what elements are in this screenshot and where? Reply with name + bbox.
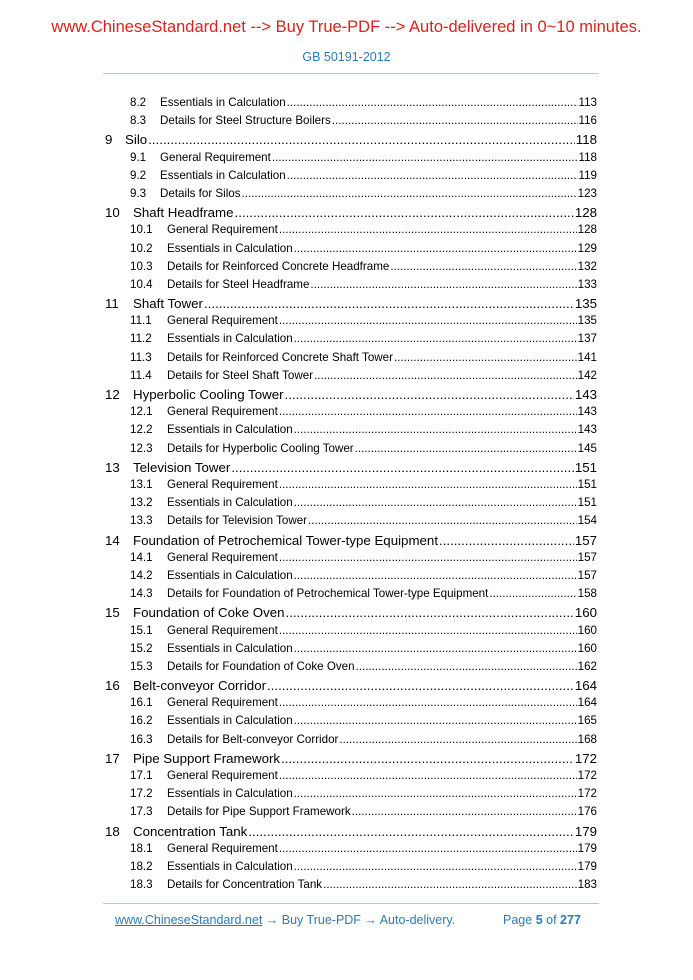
dot-leader (281, 751, 574, 766)
toc-title: Essentials in Calculation (167, 568, 293, 582)
toc-page-number: 151 (577, 477, 597, 491)
footer-promo (115, 913, 455, 927)
dot-leader (148, 132, 575, 147)
toc-number: 8.2 (130, 96, 147, 109)
dot-leader (279, 314, 577, 327)
dot-leader (310, 278, 576, 291)
toc-section[interactable] (130, 642, 597, 655)
toc-title: Details for Foundation of Petrochemical Tower-type Equipment (167, 587, 489, 601)
toc-page-number: 123 (577, 186, 597, 200)
toc-section[interactable] (130, 242, 597, 255)
toc-title: Details for Concentration Tank (167, 878, 323, 892)
toc-number: 11.2 (130, 332, 152, 346)
toc-number: 18.1 (130, 841, 153, 855)
toc-page-number: 113 (578, 96, 597, 109)
toc-chapter[interactable] (105, 678, 597, 693)
toc-title: Details for Foundation of Coke Oven (167, 659, 355, 673)
toc-number: 10.2 (130, 241, 153, 255)
toc-page-number: 172 (577, 787, 597, 801)
current-page: 5 (535, 913, 543, 927)
toc-number: 18 (105, 823, 120, 839)
toc-title: General Requirement (167, 477, 278, 491)
dot-leader (294, 714, 577, 727)
toc-title: Details for Steel Headframe (167, 277, 310, 291)
toc-number: 11.4 (130, 368, 152, 382)
toc-chapter[interactable] (105, 132, 597, 147)
toc-title: Shaft Tower (133, 296, 203, 312)
toc-section[interactable] (130, 514, 597, 527)
toc-section[interactable] (130, 769, 597, 782)
footer-link[interactable]: www.ChineseStandard.net (115, 913, 263, 927)
toc-number: 15.2 (130, 641, 153, 655)
toc-title: General Requirement (167, 405, 278, 419)
toc-section[interactable] (130, 714, 597, 727)
toc-chapter[interactable] (105, 605, 597, 620)
toc-title: Silo (125, 132, 148, 148)
toc-title: Details for Reinforced Concrete Headframe (167, 259, 390, 273)
toc-number: 16.3 (130, 732, 153, 746)
toc-title: Essentials in Calculation (160, 96, 286, 109)
toc-title: Essentials in Calculation (160, 168, 286, 182)
toc-title: General Requirement (167, 696, 278, 710)
toc-chapter[interactable] (105, 460, 597, 475)
dot-leader (279, 551, 577, 564)
toc-title: Hyperbolic Cooling Tower (133, 387, 284, 403)
toc-title: Essentials in Calculation (167, 241, 293, 255)
dot-leader (279, 769, 577, 782)
toc-number: 9 (105, 132, 113, 148)
toc-number: 14 (105, 532, 120, 548)
toc-number: 13 (105, 459, 120, 475)
toc-number: 10.3 (130, 259, 153, 273)
dot-leader (294, 569, 577, 582)
toc-page-number: 160 (574, 605, 597, 621)
toc-section[interactable] (130, 332, 597, 345)
dot-leader (242, 187, 577, 200)
dot-leader (235, 205, 574, 220)
dot-leader (272, 151, 578, 164)
dot-leader (287, 169, 578, 182)
toc-number: 16.1 (130, 696, 153, 710)
toc-title: Foundation of Coke Oven (133, 605, 285, 621)
dot-leader (285, 387, 574, 402)
toc-section[interactable] (130, 878, 597, 891)
toc-section[interactable] (130, 369, 597, 382)
toc-number: 12 (105, 387, 120, 403)
toc-page-number: 128 (574, 205, 597, 221)
dot-leader (294, 423, 577, 436)
toc-section[interactable] (130, 496, 597, 509)
dot-leader (339, 733, 576, 746)
toc-title: Essentials in Calculation (167, 496, 293, 510)
toc-page-number: 135 (577, 314, 597, 328)
dot-leader (279, 478, 577, 491)
toc-page-number: 179 (577, 859, 597, 873)
toc-number: 17.2 (130, 787, 153, 801)
dot-leader (294, 860, 577, 873)
toc-number: 11.1 (130, 314, 152, 328)
toc-section[interactable] (130, 569, 597, 582)
dot-leader (279, 223, 577, 236)
toc-number: 12.2 (130, 423, 153, 437)
toc-number: 10 (105, 205, 120, 221)
toc-number: 15 (105, 605, 120, 621)
toc-title: Details for Belt-conveyor Corridor (167, 732, 339, 746)
toc-page-number: 143 (574, 387, 597, 403)
toc-title: Concentration Tank (133, 823, 248, 839)
dot-leader (489, 587, 576, 600)
toc-section[interactable] (130, 187, 597, 200)
page-indicator (503, 913, 581, 927)
toc-title: General Requirement (167, 550, 278, 564)
dot-leader (294, 242, 577, 255)
dot-leader (308, 514, 577, 527)
toc-section[interactable] (130, 278, 597, 291)
toc-page-number: 118 (578, 150, 597, 164)
dot-leader (267, 678, 574, 693)
toc-page-number: 137 (577, 332, 597, 346)
toc-page-number: 164 (574, 678, 597, 694)
toc-number: 14.3 (130, 587, 153, 601)
total-pages: 277 (560, 913, 581, 927)
toc-page-number: 172 (574, 750, 597, 766)
toc-number: 17.3 (130, 805, 153, 819)
dot-leader (286, 605, 574, 620)
toc-section[interactable] (130, 733, 597, 746)
toc-title: Essentials in Calculation (167, 859, 293, 873)
header-divider (103, 73, 599, 74)
toc-section[interactable] (130, 587, 597, 600)
toc-number: 18.3 (130, 878, 153, 892)
dot-leader (323, 878, 577, 891)
toc-chapter[interactable] (105, 533, 597, 548)
toc-section[interactable] (130, 860, 597, 873)
toc-number: 17.1 (130, 769, 153, 783)
toc-page-number: 157 (577, 568, 597, 582)
toc-page-number: 168 (577, 732, 597, 746)
toc-section[interactable] (130, 114, 597, 127)
toc-page-number: 158 (577, 587, 597, 601)
toc-page-number: 157 (574, 532, 597, 548)
document-id: GB 50191-2012 (302, 50, 391, 64)
toc-section[interactable] (130, 314, 597, 327)
toc-title: General Requirement (167, 314, 278, 328)
toc-title: Details for Steel Shaft Tower (167, 368, 314, 382)
dot-leader (294, 642, 577, 655)
toc-number: 9.1 (130, 150, 147, 164)
dot-leader (248, 824, 573, 839)
toc-number: 11 (105, 296, 119, 312)
toc-chapter[interactable] (105, 751, 597, 766)
dot-leader (394, 351, 577, 364)
toc-title: Details for Reinforced Concrete Shaft Tower (167, 350, 393, 364)
dot-leader (352, 805, 577, 818)
toc-section[interactable] (130, 842, 597, 855)
toc-number: 10.4 (130, 277, 153, 291)
toc-page-number: 116 (578, 114, 597, 128)
toc-section[interactable] (130, 169, 597, 182)
toc-title: Belt-conveyor Corridor (133, 678, 267, 694)
toc-title: Foundation of Petrochemical Tower-type Equipment (133, 532, 439, 548)
toc-page-number: 128 (577, 223, 597, 237)
toc-title: Essentials in Calculation (167, 423, 293, 437)
toc-page-number: 157 (577, 550, 597, 564)
promo-banner: www.ChineseStandard.net --> Buy True-PDF --> Auto-delivered in 0~10 minutes. (51, 18, 642, 36)
toc-title: General Requirement (167, 223, 278, 237)
toc-chapter[interactable] (105, 387, 597, 402)
toc-section[interactable] (130, 442, 597, 455)
toc-number: 15.1 (130, 623, 153, 637)
toc-section[interactable] (130, 405, 597, 418)
toc-number: 13.2 (130, 496, 153, 510)
toc-chapter[interactable] (105, 824, 597, 839)
toc-section[interactable] (130, 151, 597, 164)
toc-section[interactable] (130, 624, 597, 637)
dot-leader (294, 496, 577, 509)
toc-section[interactable] (130, 478, 597, 491)
toc-title: Essentials in Calculation (167, 714, 293, 728)
toc-section[interactable] (130, 787, 597, 800)
toc-section[interactable] (130, 696, 597, 709)
toc-number: 12.1 (130, 405, 153, 419)
dot-leader (355, 442, 577, 455)
toc-chapter[interactable] (105, 205, 597, 220)
toc-number: 9.2 (130, 168, 147, 182)
dot-leader (231, 460, 574, 475)
toc-chapter[interactable] (105, 296, 597, 311)
toc-section[interactable] (130, 260, 597, 273)
toc-page-number: 132 (577, 259, 597, 273)
toc-title: Details for Silos (160, 186, 241, 200)
toc-page-number: 151 (577, 496, 597, 510)
toc-number: 9.3 (130, 186, 147, 200)
toc-page-number: 179 (577, 841, 597, 855)
toc-page-number: 145 (577, 441, 597, 455)
dot-leader (279, 696, 577, 709)
dot-leader (439, 533, 574, 548)
dot-leader (279, 842, 577, 855)
toc-section[interactable] (130, 423, 597, 436)
toc-page-number: 176 (577, 805, 597, 819)
toc-title: Essentials in Calculation (167, 332, 293, 346)
dot-leader (314, 369, 577, 382)
toc-number: 18.2 (130, 859, 153, 873)
toc-section[interactable] (130, 660, 597, 673)
footer-divider (103, 903, 599, 904)
toc-section[interactable] (130, 351, 597, 364)
toc-page-number: 164 (577, 696, 597, 710)
toc-page-number: 133 (577, 277, 597, 291)
toc-number: 15.3 (130, 659, 153, 673)
toc-number: 14.2 (130, 568, 153, 582)
toc-number: 16.2 (130, 714, 153, 728)
dot-leader (294, 787, 577, 800)
toc-title: Television Tower (133, 459, 231, 475)
toc-page-number: 142 (577, 368, 597, 382)
toc-section[interactable] (130, 223, 597, 236)
toc-number: 17 (105, 750, 120, 766)
dot-leader (332, 114, 578, 127)
toc-page-number: 179 (574, 823, 597, 839)
dot-leader (356, 660, 577, 673)
toc-title: General Requirement (167, 769, 278, 783)
toc-section[interactable] (130, 96, 597, 109)
toc-title: Details for Steel Structure Boilers (160, 114, 331, 128)
dot-leader (294, 332, 577, 345)
toc-number: 11.3 (130, 350, 152, 364)
toc-page-number: 183 (577, 878, 597, 892)
toc-page-number: 118 (575, 132, 597, 148)
toc-title: Essentials in Calculation (167, 787, 293, 801)
page-label: Page (503, 913, 533, 927)
dot-leader (287, 96, 578, 109)
toc-title: Details for Hyperbolic Cooling Tower (167, 441, 354, 455)
toc-number: 8.3 (130, 114, 147, 128)
of-label: of (546, 913, 557, 927)
toc-title: Pipe Support Framework (133, 750, 281, 766)
toc-page-number: 143 (577, 405, 597, 419)
toc-number: 12.3 (130, 441, 153, 455)
toc-page-number: 135 (574, 296, 597, 312)
dot-leader (390, 260, 576, 273)
toc-number: 14.1 (130, 550, 153, 564)
toc-page-number: 160 (577, 641, 597, 655)
toc-page-number: 143 (577, 423, 597, 437)
toc-title: Essentials in Calculation (167, 641, 293, 655)
toc-number: 10.1 (130, 223, 153, 237)
toc-page-number: 129 (577, 241, 597, 255)
toc-page-number: 119 (578, 168, 597, 182)
toc-title: Shaft Headframe (133, 205, 234, 221)
toc-page-number: 162 (577, 659, 597, 673)
dot-leader (279, 624, 577, 637)
toc-title: General Requirement (167, 841, 278, 855)
toc-title: General Requirement (160, 150, 271, 164)
footer-text: → Buy True-PDF → Auto-delivery. (262, 913, 456, 927)
toc-page-number: 154 (577, 514, 597, 528)
toc-page-number: 160 (577, 623, 597, 637)
toc-title: Details for Television Tower (167, 514, 308, 528)
toc-page-number: 141 (577, 350, 597, 364)
dot-leader (204, 296, 574, 311)
toc-number: 16 (105, 678, 120, 694)
toc-number: 13.1 (130, 477, 153, 491)
toc-title: Details for Pipe Support Framework (167, 805, 351, 819)
dot-leader (279, 405, 577, 418)
toc-page-number: 165 (577, 714, 597, 728)
toc-page-number: 172 (577, 769, 597, 783)
toc-page-number: 151 (574, 459, 597, 475)
toc-section[interactable] (130, 805, 597, 818)
toc-number: 13.3 (130, 514, 153, 528)
toc-section[interactable] (130, 551, 597, 564)
toc-title: General Requirement (167, 623, 278, 637)
